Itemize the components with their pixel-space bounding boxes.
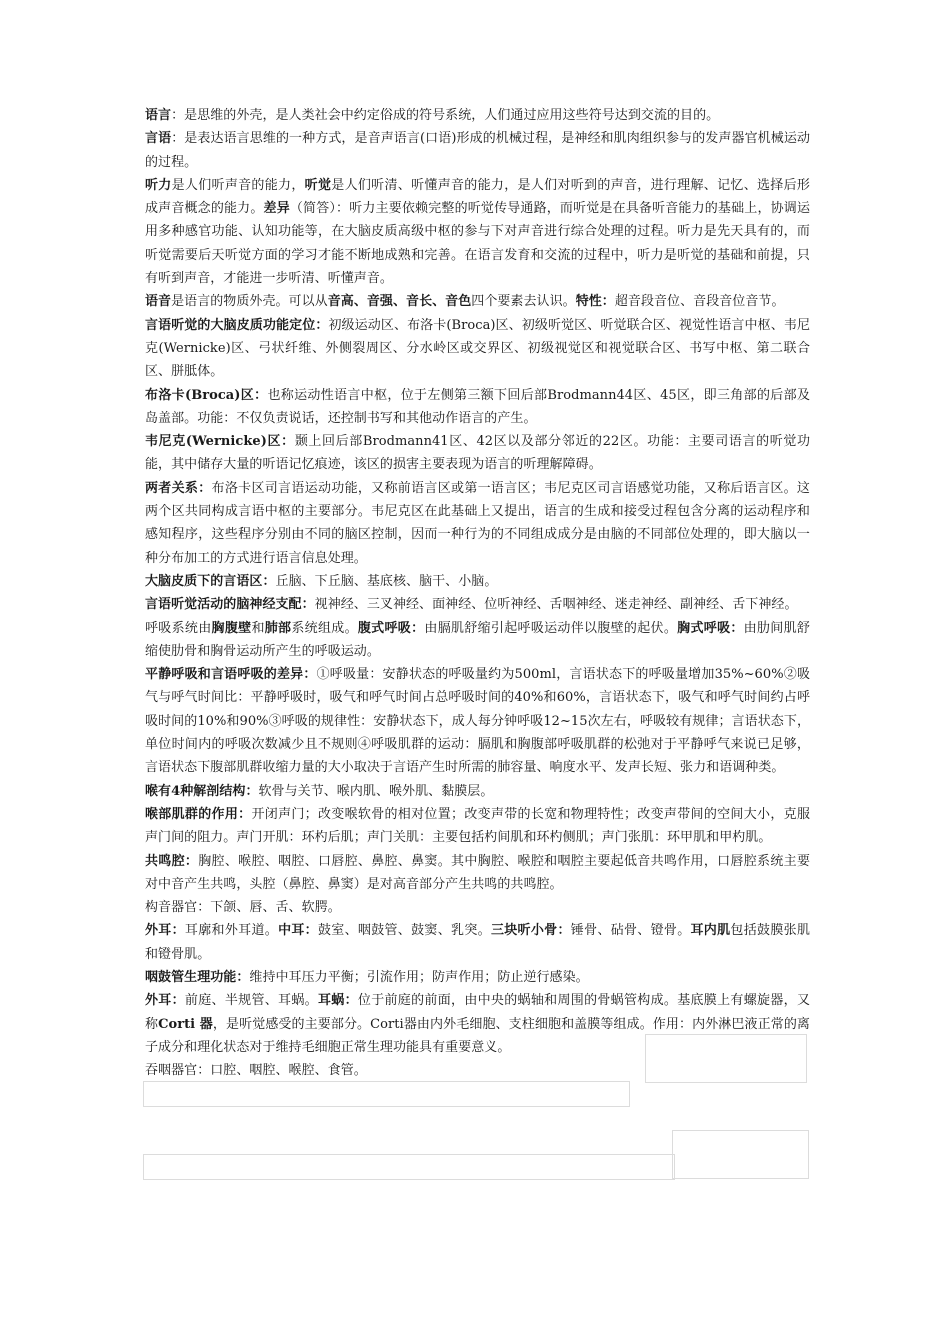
text-run: 系统组成。 <box>291 620 358 636</box>
text-run: 软骨与关节、喉内肌、喉外肌、黏膜层。 <box>258 783 494 799</box>
text-run: 鼓室、咽鼓管、鼓窦、乳突。 <box>317 923 491 939</box>
text-run: 构音器官：下颌、唇、舌、软腭。 <box>145 900 341 916</box>
text-run: 开闭声门；改变喉软骨的相对位置；改变声带的长宽和物理特性；改变声带间的空间大小，克服声门间的阻力。声门开肌：环杓后肌；声门关肌：主要包括杓间肌和环杓侧肌；声门张肌：环甲肌和甲杓肌。 <box>145 806 810 846</box>
text-run: 丘脑、下丘脑、基底核、脑干、小脑。 <box>275 573 498 589</box>
term-label: Corti 器 <box>158 1016 213 1032</box>
text-run: 由膈肌舒缩引起呼吸运动伴以腹壁的起伏。 <box>424 620 678 636</box>
text-run: 颞上回后部Brodmann41区、42区以及部分邻近的22区。功能：主要司语言的听觉功能，其中储存大量的听语记忆痕迹，该区的损害主要表现为语言的听理解障碍。 <box>145 434 811 473</box>
text-run: ：是思维的外壳，是人类社会中约定俗成的符号系统，人们通过应用这些符号达到交流的目的。 <box>171 108 720 123</box>
text-run: 维持中耳压力平衡；引流作用；防声作用；防止逆行感染。 <box>249 969 589 985</box>
paragraph <box>145 780 810 803</box>
text-run: 超音段音位、音段音位音节。 <box>614 294 785 310</box>
term-label: 咽鼓管生理功能： <box>145 969 250 985</box>
term-label: 言语 <box>145 131 172 147</box>
paragraph <box>145 1059 810 1082</box>
text-run: 胸腔、喉腔、咽腔、口唇腔、鼻腔、鼻窦。其中胸腔、喉腔和咽腔主要起低音共鸣作用，口唇腔系统主要对中音产生共鸣，头腔（鼻腔、鼻窦）是对高音部分产生共鸣的共鸣腔。 <box>145 853 810 892</box>
paragraph <box>145 803 810 850</box>
text-run: ①呼吸量：安静状态的呼吸量约为500ml，言语状态下的呼吸量增加35%~60%②吸气与呼气时间比：平静呼吸时，吸气和呼气时间占总呼吸时间的40%和60%，言语状态下，吸气和呼气时间约占呼吸时间的10%和90%③呼吸的规律性：安静状态下，成人每分钟呼吸12~15次左右，呼吸较有规律；言语状态下，单位时间内的呼吸次数减少且不规则④呼吸肌群的运动：膈肌和胸腹部呼吸肌群的松弛对于平静呼气来说已足够，言语状态下腹部肌群收缩力量的大小取决于言语产生时所需的肺容量、响度水平、发声长短、张力和语调种类。 <box>145 667 810 776</box>
term-label: 喉部肌群的作用： <box>145 806 252 822</box>
paragraph <box>145 896 810 919</box>
selection-box <box>672 1130 809 1179</box>
paragraph <box>145 850 810 897</box>
text-run: 布洛卡区司言语运动功能，又称前语言区或第一语言区；韦尼克区司言语感觉功能，又称后语言区。这两个区共同构成言语中枢的主要部分。韦尼克区在此基础上又提出，语言的生成和接受过程包含分离的运动程序和感知程序，这些程序分别由不同的脑区控制，因而一种行为的不同组成成分是由脑的不同部位处理的，即大脑以一种分布加工的方式进行语言信息处理。 <box>145 480 810 566</box>
term-label: 言语听觉活动的脑神经支配： <box>145 597 315 613</box>
paragraph <box>145 174 810 290</box>
term-label: 耳内肌 <box>690 923 731 939</box>
term-label: 胸式呼吸： <box>677 620 744 636</box>
text-run: 包括鼓膜张肌和镫骨肌。 <box>145 923 810 962</box>
selection-box <box>143 1081 630 1107</box>
text-run: 耳廓和外耳道。 <box>184 923 279 939</box>
term-label: 腹式呼吸： <box>357 620 425 636</box>
term-label: 音高、音强、音长、音色 <box>327 294 472 310</box>
term-label: 喉有4种解剖结构： <box>145 783 259 799</box>
term-label: 听力 <box>145 177 172 193</box>
text-run: 前庭、半规管、耳蜗。 <box>184 993 318 1009</box>
paragraph <box>145 663 810 779</box>
term-label: 韦尼克(Wernicke)区： <box>145 434 295 450</box>
text-run: ：是表达语言思维的一种方式，是音声语言(口语)形成的机械过程，是神经和肌肉组织参与的发声器官机械运动的过程。 <box>145 131 810 170</box>
term-label: 言语听觉的大脑皮质功能定位： <box>145 317 329 333</box>
term-label: 肺部 <box>264 620 292 636</box>
term-label: 共鸣腔： <box>145 853 199 869</box>
paragraph <box>145 314 810 384</box>
paragraph <box>145 570 810 593</box>
paragraph <box>145 384 810 431</box>
text-run: 位于前庭的前面，由中央的蜗轴和周围的骨蜗管构成。基底膜上有螺旋器，又称 <box>145 993 810 1032</box>
paragraph <box>145 477 810 570</box>
paragraph <box>145 919 810 966</box>
paragraph <box>145 617 810 664</box>
text-run: 由肋间肌舒缩使肋骨和胸骨运动所产生的呼吸运动。 <box>145 620 810 659</box>
paragraph <box>145 104 810 127</box>
paragraph <box>145 593 810 616</box>
term-label: 语言 <box>145 108 172 123</box>
text-run: 是人们听声音的能力， <box>171 177 305 193</box>
term-label: 平静呼吸和言语呼吸的差异： <box>145 667 317 683</box>
text-run: 吞咽器官：口腔、咽腔、喉腔、食管。 <box>145 1063 367 1079</box>
term-label: 外耳： <box>145 923 185 939</box>
term-label: 胸腹壁 <box>211 620 252 636</box>
text-run: 初级运动区、布洛卡(Broca)区、初级听觉区、听觉联合区、视觉性语言中枢、韦尼克(Wernicke)区、弓状纤维、外侧裂周区、分水岭区或交界区、初级视觉区和视觉联合区、书写中枢、第二联合区、胼胝体。 <box>145 317 810 380</box>
paragraph <box>145 966 810 989</box>
document-body <box>145 104 810 1082</box>
text-run: 呼吸系统由 <box>145 620 212 636</box>
paragraph <box>145 290 810 313</box>
term-label: 大脑皮质下的言语区： <box>145 573 276 589</box>
term-label: 两者关系： <box>145 480 212 496</box>
text-run: 四个要素去认识。 <box>471 294 576 310</box>
term-label: 特性： <box>575 294 615 310</box>
paragraph <box>145 127 810 174</box>
term-label: 差异 <box>263 201 290 217</box>
term-label: 听觉 <box>304 177 332 193</box>
text-run: 是人们听清、听懂声音的能力，是人们对听到的声音，进行理解、记忆、选择后形成声音概念的能力。 <box>145 177 810 217</box>
term-label: 三块听小骨： <box>490 923 571 939</box>
term-label: 布洛卡(Broca)区： <box>145 387 268 403</box>
term-label: 语音 <box>145 294 172 310</box>
paragraph <box>145 989 810 1059</box>
text-run: ，是听觉感受的主要部分。Corti器由内外毛细胞、支柱细胞和盖膜等组成。作用：内外淋巴液正常的离子成分和理化状态对于维持毛细胞正常生理功能具有重要意义。 <box>145 1016 810 1055</box>
term-label: 中耳： <box>278 923 318 939</box>
text-run: 和 <box>251 620 265 636</box>
text-run: 是语言的物质外壳。可以从 <box>171 294 328 310</box>
term-label: 耳蜗： <box>317 993 358 1009</box>
term-label: 外耳： <box>145 993 185 1009</box>
text-run: 锤骨、砧骨、镫骨。 <box>570 923 691 939</box>
paragraph <box>145 430 810 477</box>
selection-box <box>143 1154 675 1180</box>
text-run: 视神经、三叉神经、面神经、位听神经、舌咽神经、迷走神经、副神经、舌下神经。 <box>314 597 798 613</box>
text-run: 也称运动性语言中枢，位于左侧第三额下回后部Brodmann44区、45区，即三角部的后部及岛盖部。功能：不仅负责说话，还控制书写和其他动作语言的产生。 <box>145 387 811 426</box>
text-run: （简答）：听力主要依赖完整的听觉传导通路，而听觉是在具备听音能力的基础上，协调运用多种感官功能、认知功能等，在大脑皮质高级中枢的参与下对声音进行综合处理的过程。听力是先天具有的，而听觉需要后天听觉方面的学习才能不断地成熟和完善。在语言发育和交流的过程中，听力是听觉的基础和前提，只有听到声音，才能进一步听清、听懂声音。 <box>145 201 810 287</box>
